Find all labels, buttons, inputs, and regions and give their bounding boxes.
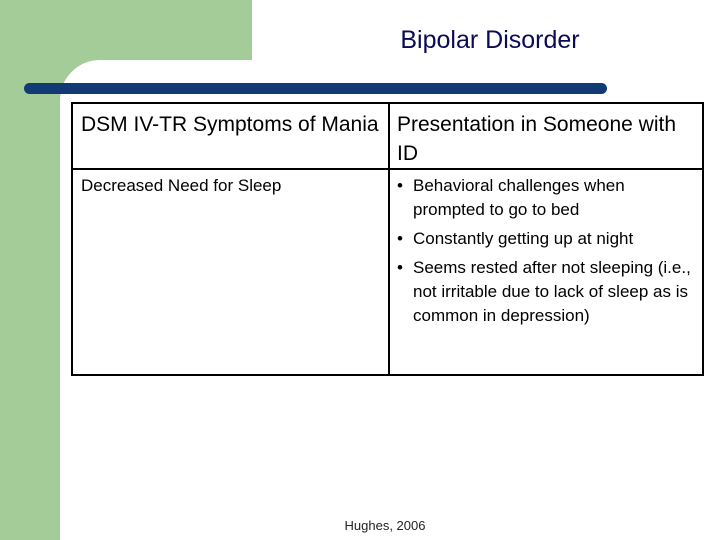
table-column-divider	[388, 104, 390, 374]
table-row-divider	[73, 168, 702, 170]
title-divider	[24, 83, 607, 94]
list-item: • Constantly getting up at night	[395, 227, 700, 251]
table-header-presentation: Presentation in Someone with ID	[397, 113, 676, 165]
table-cell-symptom: Decreased Need for Sleep	[81, 176, 282, 195]
symptom-table	[71, 102, 704, 376]
slide-title: Bipolar Disorder	[400, 26, 580, 54]
table-header-dsm: DSM IV-TR Symptoms of Mania	[81, 113, 379, 136]
presentation-list	[395, 174, 700, 328]
citation-footer: Hughes, 2006	[344, 518, 426, 533]
table-cell-presentation	[395, 174, 700, 333]
decorative-green-bar	[0, 0, 60, 540]
list-item: • Seems rested after not sleeping (i.e., not irritable due to lack of sleep as is common in depression)	[395, 256, 700, 328]
list-item: • Behavioral challenges when prompted to go to bed	[395, 174, 700, 222]
decorative-green-block	[0, 0, 252, 60]
